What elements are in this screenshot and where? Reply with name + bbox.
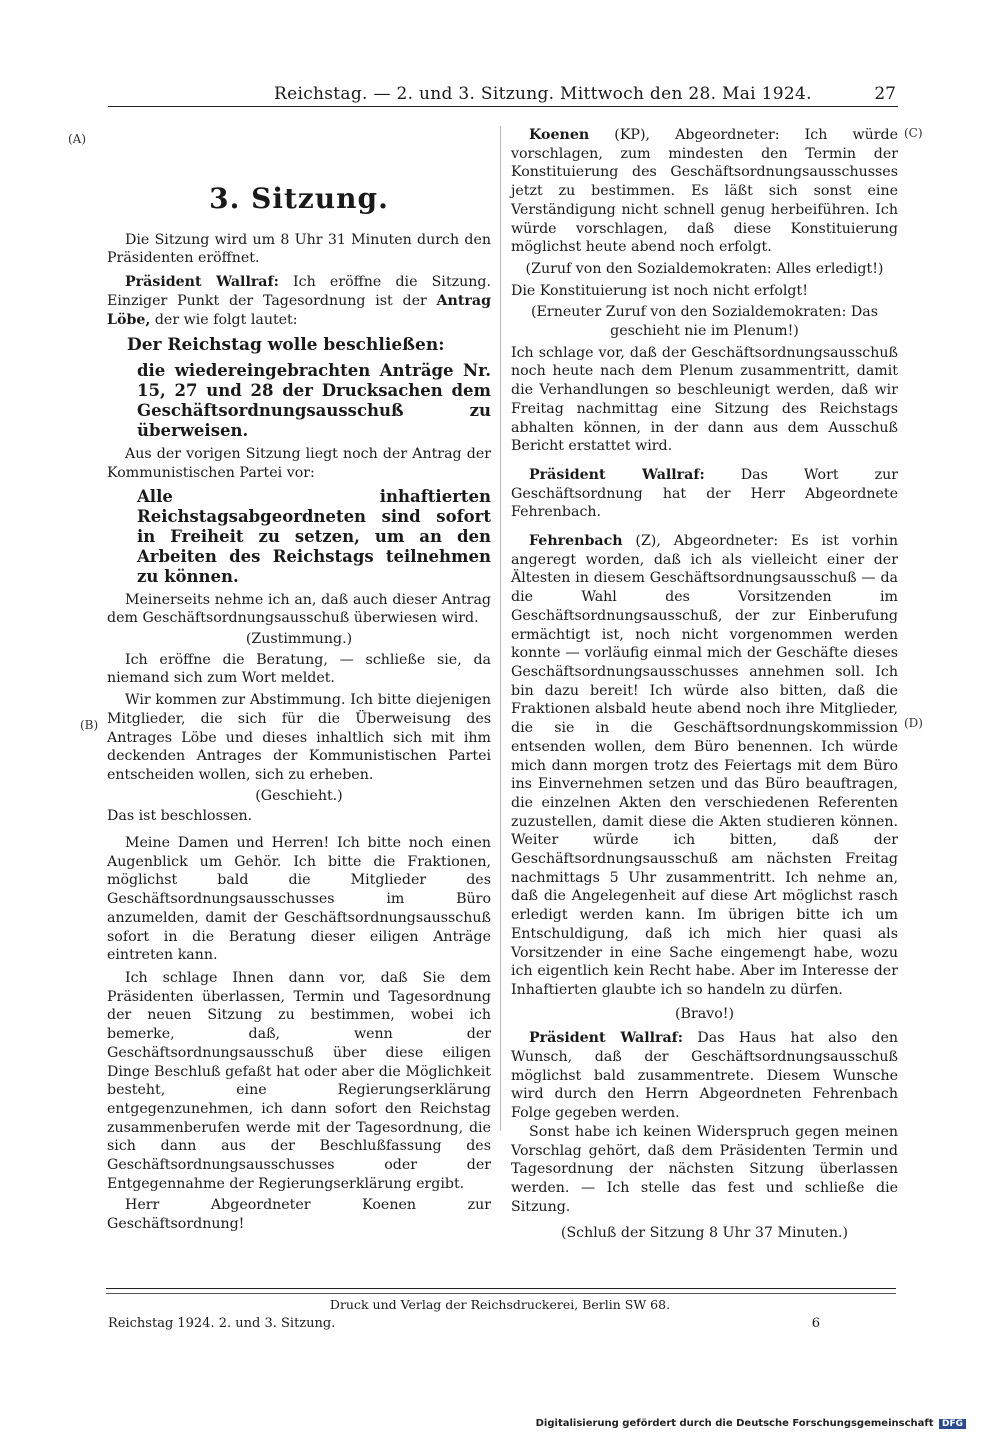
paragraph-koenen-proposal: Ich schlage vor, daß der Geschäftsordnungsausschuß noch heute nach dem Plenum zusammentritt, damit die Verhandlungen so beschleunigt werden, daß wir Freitag nachmittag eine Sitzung des Reichstags abhalten können, in der dann aus dem Ausschuß Bericht erstattet wird. bbox=[511, 344, 898, 455]
interjection-happens: (Geschieht.) bbox=[255, 787, 343, 804]
paragraph-vote: Wir kommen zur Abstimmung. Ich bitte diejenigen Mitglieder, die sich für die Überweisung des Antrages Löbe und dieses inhaltlich sich mit ihm deckenden Antrages der Kommunistischen Partei entscheiden wollen, sich zu erheben. bbox=[107, 692, 491, 783]
session-end-note: (Schluß der Sitzung 8 Uhr 37 Minuten.) bbox=[560, 1225, 849, 1242]
footer-rule-thin bbox=[106, 1293, 896, 1294]
motion-heading: Der Reichstag wolle beschließen: bbox=[127, 335, 445, 356]
president-closing: Präsident Wallraf: Das Haus hat also den Wunsch, daß der Geschäftsordnungsausschuß möglichst bald zusammentrete. Diesem Wunsche wird durch den Herrn Abgeordneten Fehrenbach Folge gegeben werden. bbox=[511, 1030, 898, 1122]
paragraph-proposal: Ich schlage Ihnen dann vor, daß Sie dem Präsidenten überlassen, Termin und Tagesordnung der neuen Sitzung zu bestimmen, wobei ich bemerke, daß, wenn der Geschäftsordnungsausschuß über diese eiligen Dinge Beschluß gefaßt hat oder aber die Möglichkeit besteht, eine Regierungserklärung entgegenzunehmen, ich dann sofort den Reichstag zusammenberufen werde mit der Tagesordnung, die sich dann aus der Beschlußfassung des Geschäftsordnungsausschusses oder der Entgegennahme der Regierungserklärung ergibt. bbox=[107, 969, 491, 1192]
speaker-name: Fehrenbach bbox=[529, 533, 623, 550]
signature-line: Reichstag 1924. 2. und 3. Sitzung. bbox=[108, 1316, 336, 1331]
paragraph-debate: Ich eröffne die Beratung, — schließe sie, da niemand sich zum Wort meldet. bbox=[107, 651, 491, 687]
margin-mark-d: (D) bbox=[904, 716, 923, 730]
president-gives-floor: Präsident Wallraf: Das Wort zur Geschäftsordnung hat der Herr Abgeordnete Fehrenbach. bbox=[511, 466, 898, 521]
speaker-name: Präsident Wallraf: bbox=[529, 1030, 684, 1047]
footer-line bbox=[108, 1316, 820, 1331]
interjection-sd-2: (Erneuter Zuruf von den Sozialdemokraten: Das geschieht nie im Plenum!) bbox=[531, 304, 878, 340]
interjection-sd-1: (Zuruf von den Sozialdemokraten: Alles erledigt!) bbox=[525, 260, 884, 277]
paragraph-prior-motion: Aus der vorigen Sitzung liegt noch der Antrag der Kommunistischen Partei vor: bbox=[107, 446, 491, 481]
dfg-logo: DFG bbox=[939, 1419, 966, 1429]
motion-text: die wiedereingebrachten Anträge Nr. 15, 27 und 28 der Drucksachen dem Geschäftsordnungsausschuß zu überweisen. bbox=[137, 361, 491, 441]
speaker-name: Präsident Wallraf: bbox=[529, 466, 705, 483]
paragraph-assumption: Meinerseits nehme ich an, daß auch dieser Antrag dem Geschäftsordnungsausschuß überwiesen wird. bbox=[107, 591, 491, 627]
signature-number: 6 bbox=[811, 1316, 820, 1331]
running-header bbox=[108, 84, 898, 107]
footer-rule bbox=[106, 1288, 896, 1289]
interjection-bravo: (Bravo!) bbox=[675, 1005, 734, 1022]
right-column bbox=[511, 126, 898, 1243]
interjection-approval: (Zustimmung.) bbox=[245, 631, 353, 648]
paragraph-closing: Sonst habe ich keinen Widerspruch gegen meinen Vorschlag gehört, daß dem Präsidenten Termin und Tagesordnung der nächsten Sitzung überlassen werden. — Ich stelle das fest und schließe die Sitzung. bbox=[511, 1123, 898, 1215]
session-title: 3. Sitzung. bbox=[209, 182, 389, 215]
paragraph-resolved: Das ist beschlossen. bbox=[107, 808, 253, 825]
opening-paragraph: Die Sitzung wird um 8 Uhr 31 Minuten durch den Präsidenten eröffnet. bbox=[107, 231, 491, 267]
margin-mark-b: (B) bbox=[80, 718, 99, 732]
fehrenbach-statement: Fehrenbach (Z), Abgeordneter: Es ist vorhin angeregt worden, daß ich als vielleicht einer der Ältesten in diesem Geschäftsordnungsausschuß — da die Wahl des Vorsitzenden im Geschäftsordnungsausschuß, der zur Einberufung ermächtigt ist, noch nicht vorgenommen werden konnte — vorläufig einmal mich der Geschäfte dieses Geschäftsordnungsausschusses annehmen soll. Ich bin dazu bereit! Ich würde also bitten, daß die Fraktionen alsbald heute abend noch ihre Mitglieder, die sie in die Geschäftsordnungskommission entsenden wollen, dem Büro benennen. Ich würde mich dann morgen trotz des Feiertags mit dem Büro ins Einvernehmen setzen und das Büro beauftragen, die einzelnen Akten den verschiedenen Referenten zuzustellen, damit diese die Akten studieren können. Weiter würde ich bitten, daß der Geschäftsordnungsausschuß am nächsten Freitag nachmittags 5 Uhr zusammentritt. Ich nehme an, daß die Angelegenheit auf diese Art möglichst rasch erledigt werden kann. Im übrigen bitte ich um Entschuldigung, daß ich mich hier quasi als Vorsitzender in eine Sache eingemengt habe, wozu ich eigentlich kein Recht habe. Aber im Interesse der Inhaftierten glaubte ich so handeln zu dürfen. bbox=[511, 533, 898, 998]
printer-imprint: Druck und Verlag der Reichsdruckerei, Berlin SW 68. bbox=[329, 1297, 671, 1312]
president-opening: Präsident Wallraf: Ich eröffne die Sitzung. Einziger Punkt der Tagesordnung ist der Antrag Löbe, der wie folgt lautet: bbox=[107, 274, 491, 328]
speaker-name: Präsident Wallraf: bbox=[125, 274, 279, 291]
speaker-name: Koenen bbox=[529, 127, 590, 143]
paragraph-not-constituted: Die Konstituierung ist noch nicht erfolgt! bbox=[511, 282, 808, 299]
digitization-credit: Digitalisierung gefördert durch die Deutsche Forschungsgemeinschaft DFG bbox=[536, 1418, 966, 1429]
paragraph-committee-request: Meine Damen und Herren! Ich bitte noch einen Augenblick um Gehör. Ich bitte die Fraktionen, möglichst bald die Mitglieder des Geschäftsordnungsausschusses im Büro anzumelden, damit der Geschäftsordnungsausschuß sofort in die Beratung dieser eiligen Anträge eintreten kann. bbox=[107, 835, 491, 964]
paragraph-koenen-call: Herr Abgeordneter Koenen zur Geschäftsordnung! bbox=[107, 1197, 491, 1233]
margin-mark-c: (C) bbox=[904, 126, 923, 140]
margin-mark-a: (A) bbox=[68, 132, 87, 146]
motion-name: Antrag Löbe, bbox=[107, 292, 491, 328]
column-separator bbox=[500, 126, 501, 1131]
koenen-statement: Koenen (KP), Abgeordneter: Ich würde vorschlagen, zum mindesten den Termin der Konstituierung des Geschäftsordnungsausschusses jetzt zu bestimmen. Es läßt sich sonst eine Verständigung nicht schnell genug herbeiführen. Ich würde vorschlagen, daß diese Konstituierung möglichst heute abend noch erfolgt. bbox=[511, 127, 899, 256]
running-title: Reichstag. — 2. und 3. Sitzung. Mittwoch den 28. Mai 1924. bbox=[274, 84, 812, 104]
communist-motion-text: Alle inhaftierten Reichstagsabgeordneten sind sofort in Freiheit zu setzen, um an den Arbeiten des Reichstags teilnehmen zu können. bbox=[137, 486, 491, 586]
left-column bbox=[107, 182, 491, 1234]
page-number: 27 bbox=[874, 84, 896, 104]
